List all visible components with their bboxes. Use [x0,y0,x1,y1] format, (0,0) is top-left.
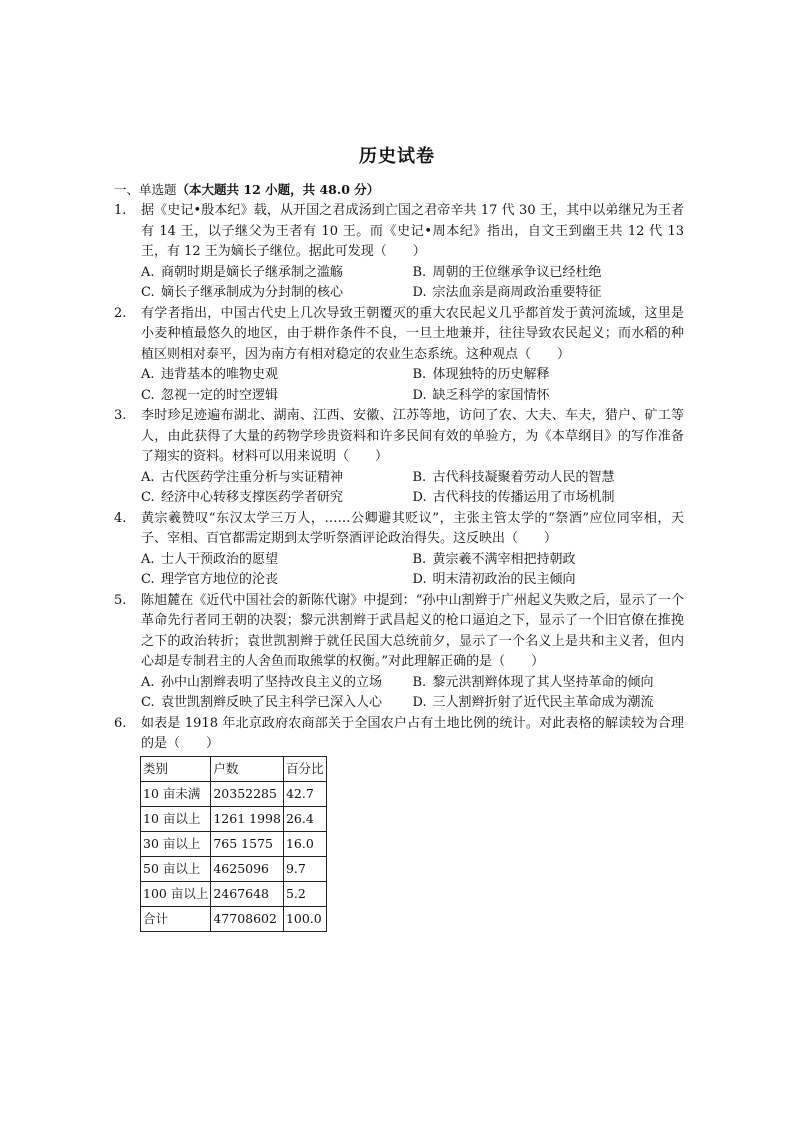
question-5 [114,591,684,714]
table-row [141,781,327,806]
question-number: 3. [114,408,127,423]
exam-title: 历史试卷 [359,146,435,167]
option-c[interactable] [141,570,413,591]
table-cell: 100 亩以上 [141,881,211,906]
option-letter: D. [412,285,427,300]
option-list [141,365,684,406]
land-statistics-table [140,756,327,932]
option-letter: D. [412,695,427,710]
table-cell: 30 亩以上 [141,831,211,856]
question-number: 6. [114,715,127,731]
option-letter: C. [141,695,155,710]
option-b[interactable] [413,263,685,284]
option-letter: B. [412,551,427,567]
table-cell: 100.0 [283,906,326,931]
option-text: 体现独特的历史解释 [432,367,550,382]
option-letter: B. [412,264,427,280]
option-a[interactable] [141,263,413,284]
table-cell: 5.2 [283,881,326,906]
table-row [141,906,327,931]
option-list [141,468,684,509]
table-header-cell: 类别 [141,756,211,781]
question-number: 4. [114,510,127,526]
option-text: 士人干预政治的愿望 [161,551,279,567]
table-row [141,806,327,831]
option-a[interactable] [141,365,413,386]
option-c[interactable] [141,386,413,407]
option-text: 嫡长子继承制成为分封制的核心 [161,285,344,300]
option-letter: A. [141,367,155,382]
option-letter: D. [412,387,427,403]
option-b[interactable] [413,365,685,386]
option-text: 古代医药学注重分析与实证精神 [161,469,344,485]
question-number: 2. [114,305,127,321]
table-cell: 26.4 [283,806,326,831]
option-a[interactable] [141,673,413,694]
table-cell: 合计 [141,906,211,931]
option-a[interactable] [141,550,413,571]
section-note: （本大题共 12 小题，共 48.0 分） [176,182,380,197]
table-header-cell: 百分比 [283,756,326,781]
option-b[interactable] [413,550,685,571]
question-number: 1. [114,203,127,218]
option-text: 古代科技凝聚着劳动人民的智慧 [432,469,615,485]
option-a[interactable] [141,468,413,489]
table-header-cell: 户数 [211,756,284,781]
option-letter: C. [141,572,155,587]
option-text: 孙中山割辫表明了坚持改良主义的立场 [161,674,383,690]
option-letter: B. [412,367,427,382]
question-list [114,201,684,932]
option-text: 忽视一定的时空逻辑 [161,387,279,403]
table-cell: 4625096 [211,856,284,881]
table-cell: 2467648 [211,881,284,906]
table-cell: 16.0 [283,831,326,856]
table-row [141,831,327,856]
option-d[interactable] [413,386,685,407]
option-d[interactable] [413,693,685,714]
table-cell: 765 1575 [211,831,284,856]
table-cell: 10 亩未满 [141,781,211,806]
section-prefix: 一、单选题 [114,182,177,197]
question-stem: 陈旭麓在《近代中国社会的新陈代谢》中提到：“孙中山割辫于广州起义失败之后，显示了一个革命先行者同王朝的决裂；黎元洪割辫于武昌起义的枪口逼迫之下，显示了一个旧官僚在推挽之下的政治转折；袁世凯割辫于就任民国大总统前夕，显示了一个名义上是共和主义者，但内心却是专制君主的人舍鱼而取熊掌的权衡。”对此理解正确的是（ ） [141,592,684,669]
option-letter: B. [412,674,427,690]
option-text: 宗法血亲是商周政治重要特征 [432,285,602,300]
question-4 [114,509,684,591]
option-d[interactable] [413,283,685,304]
table-row [141,881,327,906]
table-cell: 9.7 [283,856,326,881]
option-letter: B. [412,469,427,485]
option-letter: D. [412,490,427,505]
table-cell: 50 亩以上 [141,856,211,881]
option-d[interactable] [413,570,685,591]
table-cell: 47708602 [211,906,284,931]
option-letter: C. [141,285,155,300]
option-text: 理学官方地位的沦丧 [161,572,279,587]
question-stem: 如表是 1918 年北京政府农商部关于全国农户占有土地比例的统计。对此表格的解读较为合理的是（ ） [141,715,684,751]
table-cell: 42.7 [283,781,326,806]
question-stem: 黄宗羲赞叹“东汉太学三万人，……公卿避其贬议”，主张主管太学的“祭酒”应位同宰相，天子、宰相、百官都需定期到太学听祭酒评论政治得失。这反映出（ ） [141,510,684,546]
option-letter: A. [141,469,155,485]
option-text: 明末清初政治的民主倾向 [432,572,576,587]
table-cell: 20352285 [211,781,284,806]
option-list [141,263,684,304]
option-text: 黄宗羲不满宰相把持朝政 [432,551,576,567]
option-b[interactable] [413,468,685,489]
option-text: 商朝时期是嫡长子继承制之滥觞 [161,264,344,280]
option-letter: D. [412,572,427,587]
question-6 [114,714,684,932]
question-3 [114,406,684,509]
table-row [141,856,327,881]
option-c[interactable] [141,283,413,304]
question-stem: 李时珍足迹遍布湖北、湖南、江西、安徽、江苏等地，访问了农、大夫、车夫，猎户、矿工等人，由此获得了大量的药物学珍贵资料和许多民间有效的单验方，为《本草纲目》的写作准备了翔实的资料。材料可以用来说明（ ） [141,408,684,464]
option-letter: A. [141,264,155,280]
section-heading [114,180,379,201]
option-text: 黎元洪割辫体现了其人坚持革命的倾向 [432,674,654,690]
option-letter: A. [141,551,155,567]
option-c[interactable] [141,488,413,509]
table-header-row [141,756,327,781]
question-number: 5. [114,592,127,608]
option-text: 三人割辫折射了近代民主革命成为潮流 [432,695,654,710]
option-text: 周朝的王位继承争议已经杜绝 [432,264,602,280]
option-c[interactable] [141,693,413,714]
watermark [664,758,682,779]
option-letter: A. [141,674,155,690]
option-text: 古代科技的传播运用了市场机制 [432,490,615,505]
question-1 [114,201,684,304]
option-text: 违背基本的唯物史观 [161,367,279,382]
option-text: 经济中心转移支撑医药学者研究 [161,490,344,505]
option-list [141,673,684,714]
option-text: 缺乏科学的家国情怀 [432,387,550,403]
table-cell: 10 亩以上 [141,806,211,831]
question-stem: 有学者指出，中国古代史上几次导致王朝覆灭的重大农民起义几乎都首发于黄河流域，这里是小麦种植最悠久的地区，由于耕作条件不良，一旦土地兼并，往往导致农民起义；而水稻的种植区则相对泰平，因为南方有相对稳定的农业生态系统。这种观点（ ） [141,305,684,362]
question-2 [114,304,684,407]
option-letter: C. [141,387,155,403]
option-text: 袁世凯割辫反映了民主科学已深入人心 [161,695,383,710]
option-b[interactable] [413,673,685,694]
question-stem: 据《史记•殷本纪》载，从开国之君成汤到亡国之君帝辛共 17 代 30 王，其中以弟继兄为王者有 14 王，以子继父为王者有 10 王。而《史记•周本纪》指出，自文王到幽王共 12 代 13 王，有 12 王为嫡长子继位。据此可发现（ ） [141,203,684,259]
option-list [141,550,684,591]
option-letter: C. [141,490,155,505]
table-cell: 1261 1998 [211,806,284,831]
option-d[interactable] [413,488,685,509]
